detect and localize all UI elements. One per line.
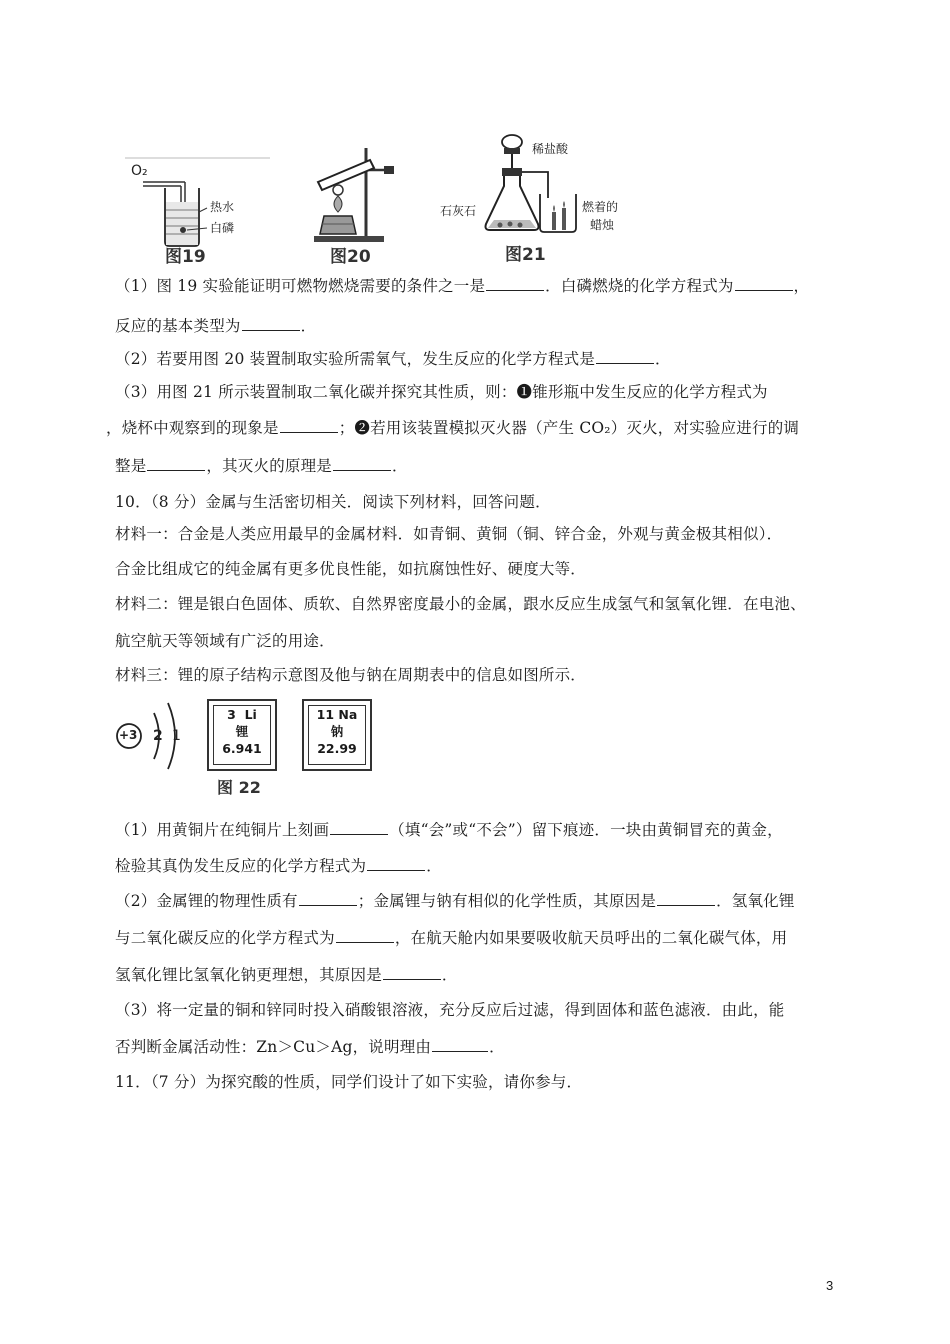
li-name: 锂 — [235, 724, 249, 739]
q9-part3-line2: ，烧杯中观察到的现象是 ；❷若用该装置模拟灭火器（产生 CO₂）灭火，对实验应进行的调 — [106, 419, 800, 437]
fig19-caption: 图19 — [165, 247, 206, 267]
answer-blank[interactable] — [242, 316, 300, 331]
q10-material3: 材料三：锂的原子结构示意图及他与钠在周期表中的信息如图所示． — [115, 666, 587, 684]
figure-20 — [300, 138, 410, 267]
q10-part2-line3: 氢氧化锂比氢氧化钠更理想，其原因是 ． — [115, 966, 458, 984]
fig21-caption: 图21 — [505, 245, 546, 265]
answer-blank[interactable] — [735, 276, 793, 291]
q11-title: 11．（7 分）为探究酸的性质，同学们设计了如下实验，请你参与． — [115, 1073, 583, 1091]
fig21-candle-label-1: 燃着的 — [582, 200, 619, 214]
q9-part1-line1: （1）图 19 实验能证明可燃物燃烧需要的条件之一是 ．白磷燃烧的化学方程式为 ， — [115, 277, 810, 295]
na-symbol: Na — [338, 707, 358, 722]
na-name: 钠 — [330, 724, 344, 739]
answer-blank[interactable] — [486, 276, 544, 291]
answer-blank[interactable] — [432, 1037, 488, 1052]
answer-blank[interactable] — [596, 349, 654, 364]
q9-part3-line3: 整是 ，其灭火的原理是 ． — [115, 457, 408, 475]
answer-blank[interactable] — [336, 928, 394, 943]
li-symbol: Li — [244, 707, 257, 722]
figure-row-19-20-21 — [0, 0, 950, 270]
fig22-caption: 图 22 — [217, 778, 261, 797]
page-number: 3 — [826, 1278, 834, 1293]
fig19-hot-water-label: 热水 — [210, 200, 235, 214]
fig21-candle-label-2: 蜡烛 — [590, 218, 615, 232]
q10-part1-line2: 检验其真伪发生反应的化学方程式为 ． — [115, 857, 442, 875]
q10-material1-line2: 合金比组成它的纯金属有更多优良性能，如抗腐蚀性好、硬度大等． — [115, 560, 587, 578]
electron-shell-2-count: 1 — [172, 728, 181, 744]
fig21-limestone-label: 石灰石 — [440, 204, 477, 218]
q10-title: 10．（8 分）金属与生活密切相关．阅读下列材料，回答问题． — [115, 493, 551, 511]
li-atomic-number: 3 — [227, 707, 236, 722]
q10-part2-line2: 与二氧化碳反应的化学方程式为 ，在航天舱内如果要吸收航天员呼出的二氧化碳气体，用 — [115, 929, 788, 947]
q10-part1-line1: （1）用黄铜片在纯铜片上刻画 （填“会”或“不会”）留下痕迹．一块由黄铜冒充的黄金， — [115, 821, 783, 839]
q9-part2: （2）若要用图 20 装置制取实验所需氧气，发生反应的化学方程式是 ． — [115, 350, 671, 368]
li-atomic-mass: 6.941 — [222, 741, 262, 756]
answer-blank[interactable] — [330, 820, 388, 835]
q10-part3-line2: 否判断金属活动性：Zn＞Cu＞Ag，说明理由 ． — [115, 1038, 505, 1056]
periodic-cell-sodium — [302, 699, 372, 771]
nucleus-charge: +3 — [119, 728, 138, 742]
answer-blank[interactable] — [280, 418, 338, 433]
electron-shell-1-count: 2 — [153, 728, 163, 744]
q10-material2-line1: 材料二：锂是银白色固体、质软、自然界密度最小的金属，跟水反应生成氢气和氢氧化锂．在电池、 — [115, 595, 806, 613]
answer-blank[interactable] — [333, 456, 391, 471]
answer-blank[interactable] — [299, 891, 357, 906]
answer-blank[interactable] — [657, 891, 715, 906]
q9-part3-line1: （3）用图 21 所示装置制取二氧化碳并探究其性质，则：❶锥形瓶中发生反应的化学方程式为 — [115, 383, 768, 401]
fig19-white-phosphorus-label: 白磷 — [210, 221, 235, 235]
figure-22 — [112, 693, 402, 798]
fig19-o2-label: O₂ — [131, 163, 148, 179]
q10-part2-line1: （2）金属锂的物理性质有 ；金属锂与钠有相似的化学性质，其原因是 ．氢氧化锂 — [115, 892, 795, 910]
q10-material2-line2: 航空航天等领域有广泛的用途． — [115, 632, 335, 650]
q9-part1-line2: 反应的基本类型为 ． — [115, 317, 317, 335]
fig20-caption: 图20 — [330, 247, 371, 267]
figure-19 — [125, 150, 275, 267]
periodic-cell-lithium — [207, 699, 277, 771]
fig21-dilute-hcl-label: 稀盐酸 — [532, 142, 569, 156]
answer-blank[interactable] — [383, 965, 441, 980]
answer-blank[interactable] — [367, 856, 425, 871]
q10-material1-line1: 材料一：合金是人类应用最早的金属材料．如青铜、黄铜（铜、锌合金，外观与黄金极其相似）． — [115, 525, 783, 543]
na-atomic-number: 11 — [316, 707, 335, 722]
figure-21 — [440, 128, 640, 263]
q10-part3-line1: （3）将一定量的铜和锌同时投入硝酸银溶液，充分反应后过滤，得到固体和蓝色滤液．由此，能 — [115, 1001, 785, 1019]
na-atomic-mass: 22.99 — [317, 741, 357, 756]
answer-blank[interactable] — [147, 456, 205, 471]
oxygen-generator-apparatus-diagram — [300, 138, 410, 244]
